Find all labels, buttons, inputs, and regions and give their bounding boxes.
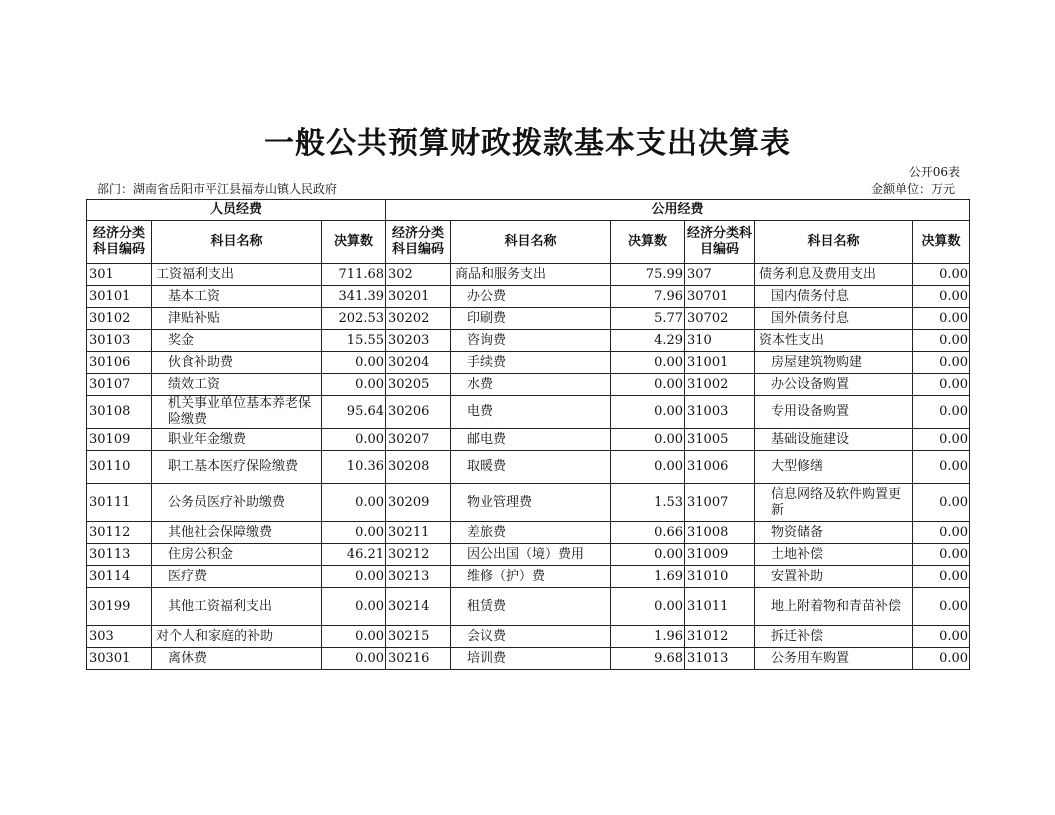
subject-name: 公务用车购置 bbox=[755, 648, 913, 670]
table-row bbox=[87, 264, 970, 286]
amount-value: 10.36 bbox=[322, 451, 386, 484]
subject-name: 职业年金缴费 bbox=[152, 429, 322, 451]
economic-code: 31008 bbox=[685, 522, 755, 544]
economic-code: 30211 bbox=[386, 522, 451, 544]
economic-code: 31009 bbox=[685, 544, 755, 566]
economic-code: 30201 bbox=[386, 286, 451, 308]
amount-header: 决算数 bbox=[611, 221, 685, 264]
amount-value: 0.00 bbox=[913, 544, 970, 566]
subject-name: 国内债务付息 bbox=[755, 286, 913, 308]
subject-name: 物资储备 bbox=[755, 522, 913, 544]
subject-name: 租赁费 bbox=[451, 588, 611, 626]
amount-value: 0.00 bbox=[913, 451, 970, 484]
subject-name: 基础设施建设 bbox=[755, 429, 913, 451]
amount-value: 0.00 bbox=[322, 374, 386, 396]
subject-name: 债务利息及费用支出 bbox=[755, 264, 913, 286]
amount-value: 0.00 bbox=[322, 429, 386, 451]
expenditure-table bbox=[86, 199, 970, 670]
amount-value: 0.00 bbox=[913, 330, 970, 352]
amount-value: 15.55 bbox=[322, 330, 386, 352]
subject-name: 工资福利支出 bbox=[152, 264, 322, 286]
amount-value: 0.00 bbox=[322, 484, 386, 522]
economic-code: 30701 bbox=[685, 286, 755, 308]
subject-name: 安置补助 bbox=[755, 566, 913, 588]
subject-name: 津贴补贴 bbox=[152, 308, 322, 330]
amount-value: 0.00 bbox=[611, 429, 685, 451]
amount-value: 0.00 bbox=[913, 648, 970, 670]
subject-name: 地上附着物和青苗补偿 bbox=[755, 588, 913, 626]
subject-name: 取暖费 bbox=[451, 451, 611, 484]
table-row bbox=[87, 330, 970, 352]
amount-value: 0.00 bbox=[913, 286, 970, 308]
economic-code: 31007 bbox=[685, 484, 755, 522]
public-header: 公用经费 bbox=[386, 200, 970, 221]
amount-value: 0.00 bbox=[913, 396, 970, 429]
subject-name: 拆迁补偿 bbox=[755, 626, 913, 648]
amount-header: 决算数 bbox=[913, 221, 970, 264]
economic-code: 31005 bbox=[685, 429, 755, 451]
economic-code: 31011 bbox=[685, 588, 755, 626]
amount-value: 75.99 bbox=[611, 264, 685, 286]
subject-name: 绩效工资 bbox=[152, 374, 322, 396]
table-row bbox=[87, 566, 970, 588]
table-row bbox=[87, 588, 970, 626]
subject-name: 职工基本医疗保险缴费 bbox=[152, 451, 322, 484]
table-row bbox=[87, 396, 970, 429]
amount-value: 0.00 bbox=[322, 566, 386, 588]
economic-code: 30204 bbox=[386, 352, 451, 374]
subject-name: 咨询费 bbox=[451, 330, 611, 352]
amount-value: 1.69 bbox=[611, 566, 685, 588]
amount-value: 341.39 bbox=[322, 286, 386, 308]
economic-code: 30112 bbox=[87, 522, 152, 544]
amount-value: 202.53 bbox=[322, 308, 386, 330]
subject-name: 办公费 bbox=[451, 286, 611, 308]
table-row bbox=[87, 626, 970, 648]
subject-name: 电费 bbox=[451, 396, 611, 429]
economic-code: 310 bbox=[685, 330, 755, 352]
amount-value: 0.00 bbox=[913, 429, 970, 451]
subject-name: 住房公积金 bbox=[152, 544, 322, 566]
economic-code: 30114 bbox=[87, 566, 152, 588]
economic-code: 31013 bbox=[685, 648, 755, 670]
amount-value: 46.21 bbox=[322, 544, 386, 566]
subject-name: 公务员医疗补助缴费 bbox=[152, 484, 322, 522]
name-header: 科目名称 bbox=[152, 221, 322, 264]
economic-code: 30199 bbox=[87, 588, 152, 626]
economic-code: 31012 bbox=[685, 626, 755, 648]
economic-code: 30215 bbox=[386, 626, 451, 648]
subject-name: 离休费 bbox=[152, 648, 322, 670]
subject-name: 对个人和家庭的补助 bbox=[152, 626, 322, 648]
personnel-header: 人员经费 bbox=[87, 200, 386, 221]
amount-value: 95.64 bbox=[322, 396, 386, 429]
economic-code: 30209 bbox=[386, 484, 451, 522]
amount-value: 0.00 bbox=[913, 264, 970, 286]
subject-name: 奖金 bbox=[152, 330, 322, 352]
subject-name: 会议费 bbox=[451, 626, 611, 648]
code-header: 经济分类科目编码 bbox=[685, 221, 755, 264]
economic-code: 30702 bbox=[685, 308, 755, 330]
subject-name: 伙食补助费 bbox=[152, 352, 322, 374]
table-row bbox=[87, 308, 970, 330]
amount-value: 0.00 bbox=[913, 626, 970, 648]
subject-name: 机关事业单位基本养老保险缴费 bbox=[152, 396, 322, 429]
table-row bbox=[87, 286, 970, 308]
economic-code: 30101 bbox=[87, 286, 152, 308]
table-row bbox=[87, 429, 970, 451]
economic-code: 30106 bbox=[87, 352, 152, 374]
amount-value: 0.00 bbox=[913, 566, 970, 588]
amount-value: 1.53 bbox=[611, 484, 685, 522]
form-code: 公开06表 bbox=[908, 165, 960, 179]
subject-name: 国外债务付息 bbox=[755, 308, 913, 330]
amount-value: 0.00 bbox=[913, 522, 970, 544]
subject-name: 物业管理费 bbox=[451, 484, 611, 522]
subject-name: 维修（护）费 bbox=[451, 566, 611, 588]
subject-name: 信息网络及软件购置更新 bbox=[755, 484, 913, 522]
amount-value: 0.00 bbox=[611, 451, 685, 484]
subject-name: 差旅费 bbox=[451, 522, 611, 544]
department-label: 部门：湖南省岳阳市平江县福寿山镇人民政府 bbox=[97, 182, 338, 196]
amount-value: 0.00 bbox=[611, 396, 685, 429]
economic-code: 30206 bbox=[386, 396, 451, 429]
subject-name: 印刷费 bbox=[451, 308, 611, 330]
economic-code: 30110 bbox=[87, 451, 152, 484]
economic-code: 30103 bbox=[87, 330, 152, 352]
economic-code: 30107 bbox=[87, 374, 152, 396]
code-header: 经济分类科目编码 bbox=[386, 221, 451, 264]
subject-name: 商品和服务支出 bbox=[451, 264, 611, 286]
subject-name: 邮电费 bbox=[451, 429, 611, 451]
table-row bbox=[87, 451, 970, 484]
subject-name: 基本工资 bbox=[152, 286, 322, 308]
subject-name: 因公出国（境）费用 bbox=[451, 544, 611, 566]
table-row bbox=[87, 352, 970, 374]
table-row bbox=[87, 374, 970, 396]
economic-code: 30203 bbox=[386, 330, 451, 352]
economic-code: 30113 bbox=[87, 544, 152, 566]
amount-value: 0.00 bbox=[611, 352, 685, 374]
table-row bbox=[87, 484, 970, 522]
name-header: 科目名称 bbox=[451, 221, 611, 264]
economic-code: 30208 bbox=[386, 451, 451, 484]
table-row bbox=[87, 544, 970, 566]
page-title: 一般公共预算财政拨款基本支出决算表 bbox=[264, 126, 791, 161]
amount-value: 0.00 bbox=[322, 626, 386, 648]
amount-value: 7.96 bbox=[611, 286, 685, 308]
name-header: 科目名称 bbox=[755, 221, 913, 264]
amount-value: 9.68 bbox=[611, 648, 685, 670]
economic-code: 31010 bbox=[685, 566, 755, 588]
economic-code: 30109 bbox=[87, 429, 152, 451]
economic-code: 30212 bbox=[386, 544, 451, 566]
unit-label: 金额单位：万元 bbox=[870, 182, 955, 196]
economic-code: 30102 bbox=[87, 308, 152, 330]
amount-value: 0.00 bbox=[913, 588, 970, 626]
economic-code: 301 bbox=[87, 264, 152, 286]
subject-name: 医疗费 bbox=[152, 566, 322, 588]
subject-name: 其他工资福利支出 bbox=[152, 588, 322, 626]
table-row bbox=[87, 522, 970, 544]
subject-name: 资本性支出 bbox=[755, 330, 913, 352]
economic-code: 30207 bbox=[386, 429, 451, 451]
economic-code: 30213 bbox=[386, 566, 451, 588]
economic-code: 31002 bbox=[685, 374, 755, 396]
economic-code: 30216 bbox=[386, 648, 451, 670]
economic-code: 30301 bbox=[87, 648, 152, 670]
subject-name: 培训费 bbox=[451, 648, 611, 670]
economic-code: 31001 bbox=[685, 352, 755, 374]
amount-header: 决算数 bbox=[322, 221, 386, 264]
amount-value: 0.00 bbox=[913, 308, 970, 330]
subject-name: 水费 bbox=[451, 374, 611, 396]
subject-name: 大型修缮 bbox=[755, 451, 913, 484]
amount-value: 711.68 bbox=[322, 264, 386, 286]
amount-value: 0.00 bbox=[913, 352, 970, 374]
amount-value: 5.77 bbox=[611, 308, 685, 330]
subject-name: 房屋建筑物购建 bbox=[755, 352, 913, 374]
table-row bbox=[87, 648, 970, 670]
amount-value: 1.96 bbox=[611, 626, 685, 648]
subject-name: 其他社会保障缴费 bbox=[152, 522, 322, 544]
economic-code: 31006 bbox=[685, 451, 755, 484]
amount-value: 0.00 bbox=[913, 484, 970, 522]
amount-value: 0.66 bbox=[611, 522, 685, 544]
economic-code: 30214 bbox=[386, 588, 451, 626]
amount-value: 0.00 bbox=[611, 588, 685, 626]
economic-code: 307 bbox=[685, 264, 755, 286]
economic-code: 30111 bbox=[87, 484, 152, 522]
subject-name: 办公设备购置 bbox=[755, 374, 913, 396]
amount-value: 0.00 bbox=[322, 588, 386, 626]
amount-value: 0.00 bbox=[322, 522, 386, 544]
subject-name: 手续费 bbox=[451, 352, 611, 374]
economic-code: 303 bbox=[87, 626, 152, 648]
amount-value: 0.00 bbox=[322, 648, 386, 670]
subject-name: 土地补偿 bbox=[755, 544, 913, 566]
amount-value: 0.00 bbox=[322, 352, 386, 374]
economic-code: 302 bbox=[386, 264, 451, 286]
amount-value: 0.00 bbox=[913, 374, 970, 396]
amount-value: 0.00 bbox=[611, 374, 685, 396]
amount-value: 4.29 bbox=[611, 330, 685, 352]
economic-code: 30108 bbox=[87, 396, 152, 429]
economic-code: 30205 bbox=[386, 374, 451, 396]
subject-name: 专用设备购置 bbox=[755, 396, 913, 429]
code-header: 经济分类科目编码 bbox=[87, 221, 152, 264]
economic-code: 31003 bbox=[685, 396, 755, 429]
amount-value: 0.00 bbox=[611, 544, 685, 566]
economic-code: 30202 bbox=[386, 308, 451, 330]
